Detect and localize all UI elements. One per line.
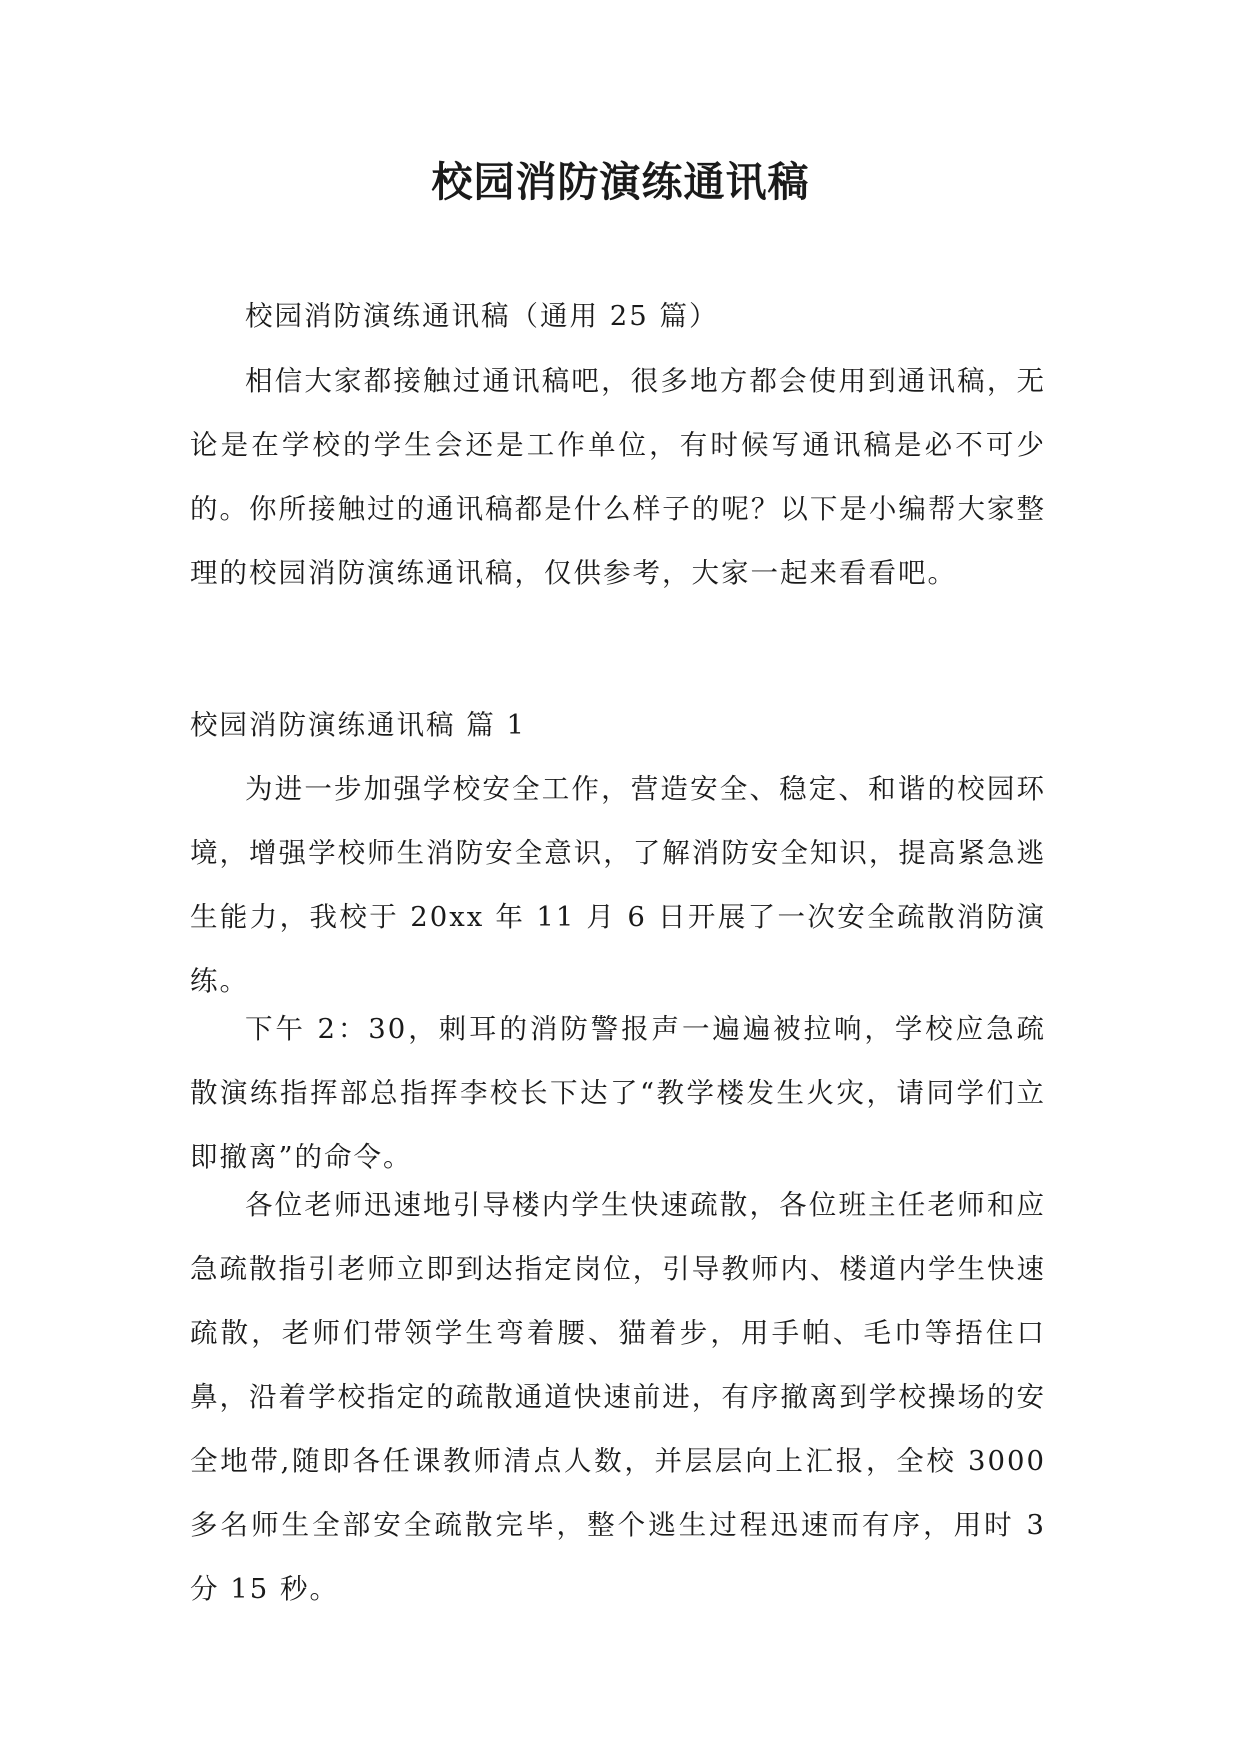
intro-paragraph: 相信大家都接触过通讯稿吧，很多地方都会使用到通讯稿，无论是在学校的学生会还是工作单位，有时候写通讯稿是必不可少的。你所接触过的通讯稿都是什么样子的呢？以下是小编帮大家整理的校园消防演练通讯稿，仅供参考，大家一起来看看吧。 — [190, 365, 1046, 589]
body-paragraph: 各位老师迅速地引导楼内学生快速疏散，各位班主任老师和应急疏散指引老师立即到达指定岗位，引导教师内、楼道内学生快速疏散，老师们带领学生弯着腰、猫着步，用手帕、毛巾等捂住口鼻，沿着学校指定的疏散通道快速前进，有序撤离到学校操场的安全地带,随即各任课教师清点人数，并层层向上汇报，全校 3000 多名师生全部安全疏散完毕，整个逃生过程迅速而有序，用时 3 分 15 秒。 — [190, 1189, 1046, 1605]
section-heading: 校园消防演练通讯稿 篇 1 — [190, 709, 526, 741]
body-paragraph: 为进一步加强学校安全工作，营造安全、稳定、和谐的校园环境，增强学校师生消防安全意识，了解消防安全知识，提高紧急逃生能力，我校于 20xx 年 11 月 6 日开展了一次安全疏散消防演练。 — [190, 773, 1046, 997]
body-paragraph: 下午 2：30，刺耳的消防警报声一遍遍被拉响，学校应急疏散演练指挥部总指挥李校长下达了“教学楼发生火灾，请同学们立即撤离”的命令。 — [190, 1013, 1046, 1173]
document-title: 校园消防演练通讯稿 — [431, 158, 810, 206]
document-subtitle: 校园消防演练通讯稿（通用 25 篇） — [245, 300, 719, 332]
